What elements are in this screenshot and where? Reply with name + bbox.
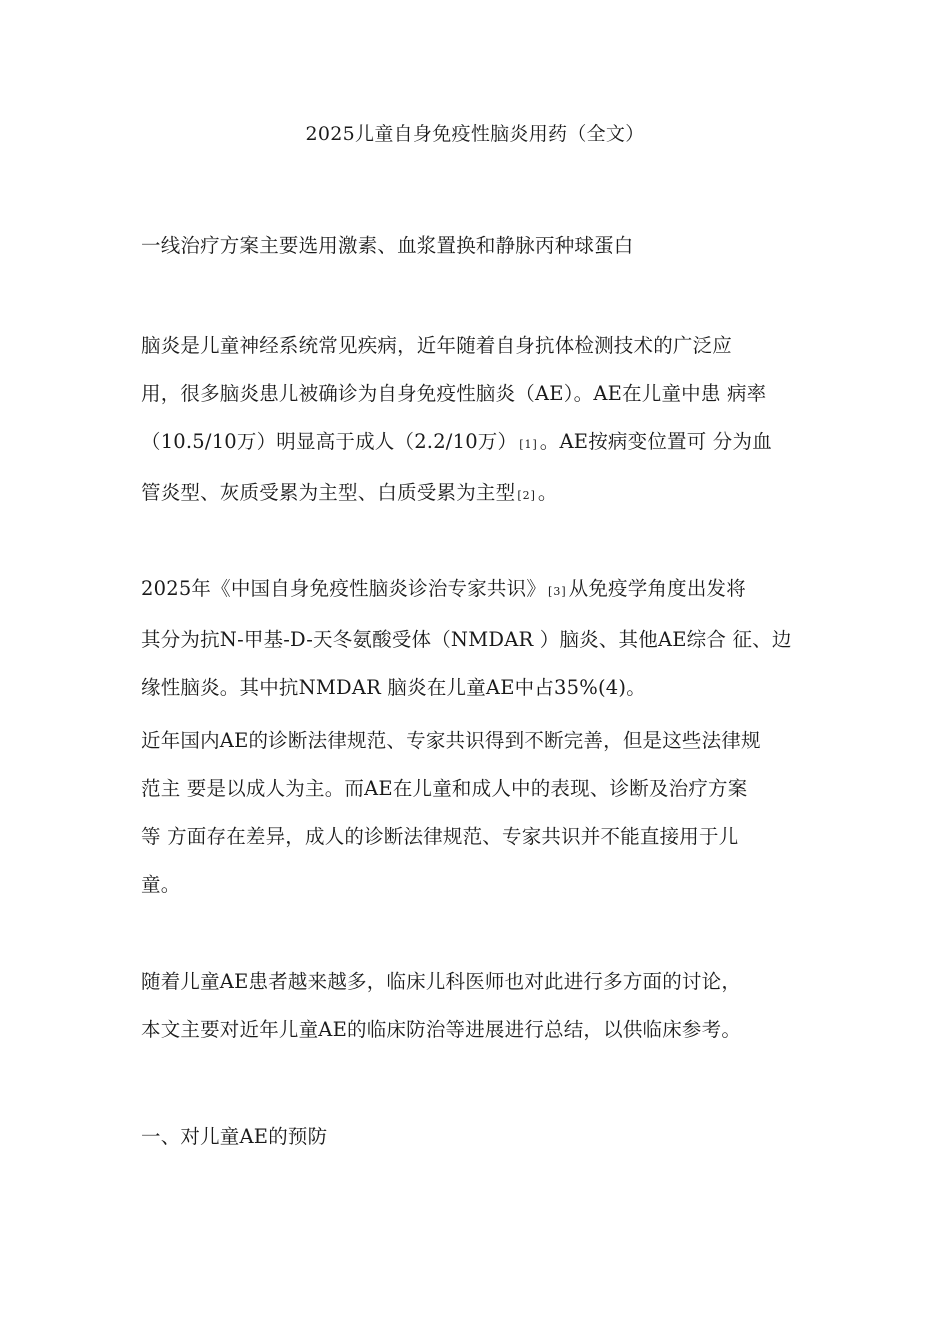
paragraph-line: 随着儿童AE患者越来越多，临床儿科医师也对此进行多方面的讨论， (141, 970, 742, 993)
paragraph-purpose (141, 958, 821, 1054)
paragraph-line: 脑炎是儿童神经系统常见疾病，近年随着自身抗体检测技术的广泛应 (141, 334, 733, 357)
text-run: 。 (537, 481, 558, 504)
citation-ref-3[interactable]: [3] (548, 585, 567, 598)
paragraph-line: 等 方面存在差异，成人的诊断法律规范、专家共识并不能直接用于儿 (141, 825, 739, 848)
paragraph-guidelines (141, 717, 821, 909)
paragraph-line: 用，很多脑炎患儿被确诊为自身免疫性脑炎（AE）。AE在儿童中患 病率 (141, 382, 767, 405)
document-title: 2025儿童自身免疫性脑炎用药（全文） (305, 123, 645, 145)
text-run: 管炎型、灰质受累为主型、白质受累为主型 (141, 481, 516, 504)
text-run: 从免疫学角度出发将 (568, 577, 746, 600)
paragraph-line (141, 469, 821, 520)
section-heading-prevention: 一、对儿童AE的预防 (141, 1125, 328, 1148)
paragraph-line: 其分为抗N-甲基-D-天冬氨酸受体（NMDAR ）脑炎、其他AE综合 征、边 (141, 628, 792, 651)
citation-ref-1[interactable]: [1] (519, 438, 538, 451)
paragraph-line: 范主 要是以成人为主。而AE在儿童和成人中的表现、诊断及治疗方案 (141, 777, 748, 800)
paragraph-line: 近年国内AE的诊断法律规范、专家共识得到不断完善，但是这些法律规 (141, 729, 761, 752)
text-run: （10.5/10万）明显高于成人（2.2/10万） (141, 430, 518, 453)
paragraph-line: 童。 (141, 873, 181, 896)
citation-ref-2[interactable]: [2] (517, 489, 536, 502)
paragraph-line: 缘性脑炎。其中抗NMDAR 脑炎在儿童AE中占35%(4)。 (141, 676, 646, 699)
paragraph-line (141, 565, 821, 616)
lead-summary: 一线治疗方案主要选用激素、血浆置换和静脉丙种球蛋白 (141, 234, 634, 257)
text-run: 。AE按病变位置可 分为血 (539, 430, 772, 453)
paragraph-classification (141, 565, 821, 712)
paragraph-intro (141, 322, 821, 520)
paragraph-line: 本文主要对近年儿童AE的临床防治等进展进行总结，以供临床参考。 (141, 1018, 742, 1041)
text-run: 2025年《中国自身免疫性脑炎诊治专家共识》 (141, 577, 547, 600)
paragraph-line (141, 418, 821, 469)
